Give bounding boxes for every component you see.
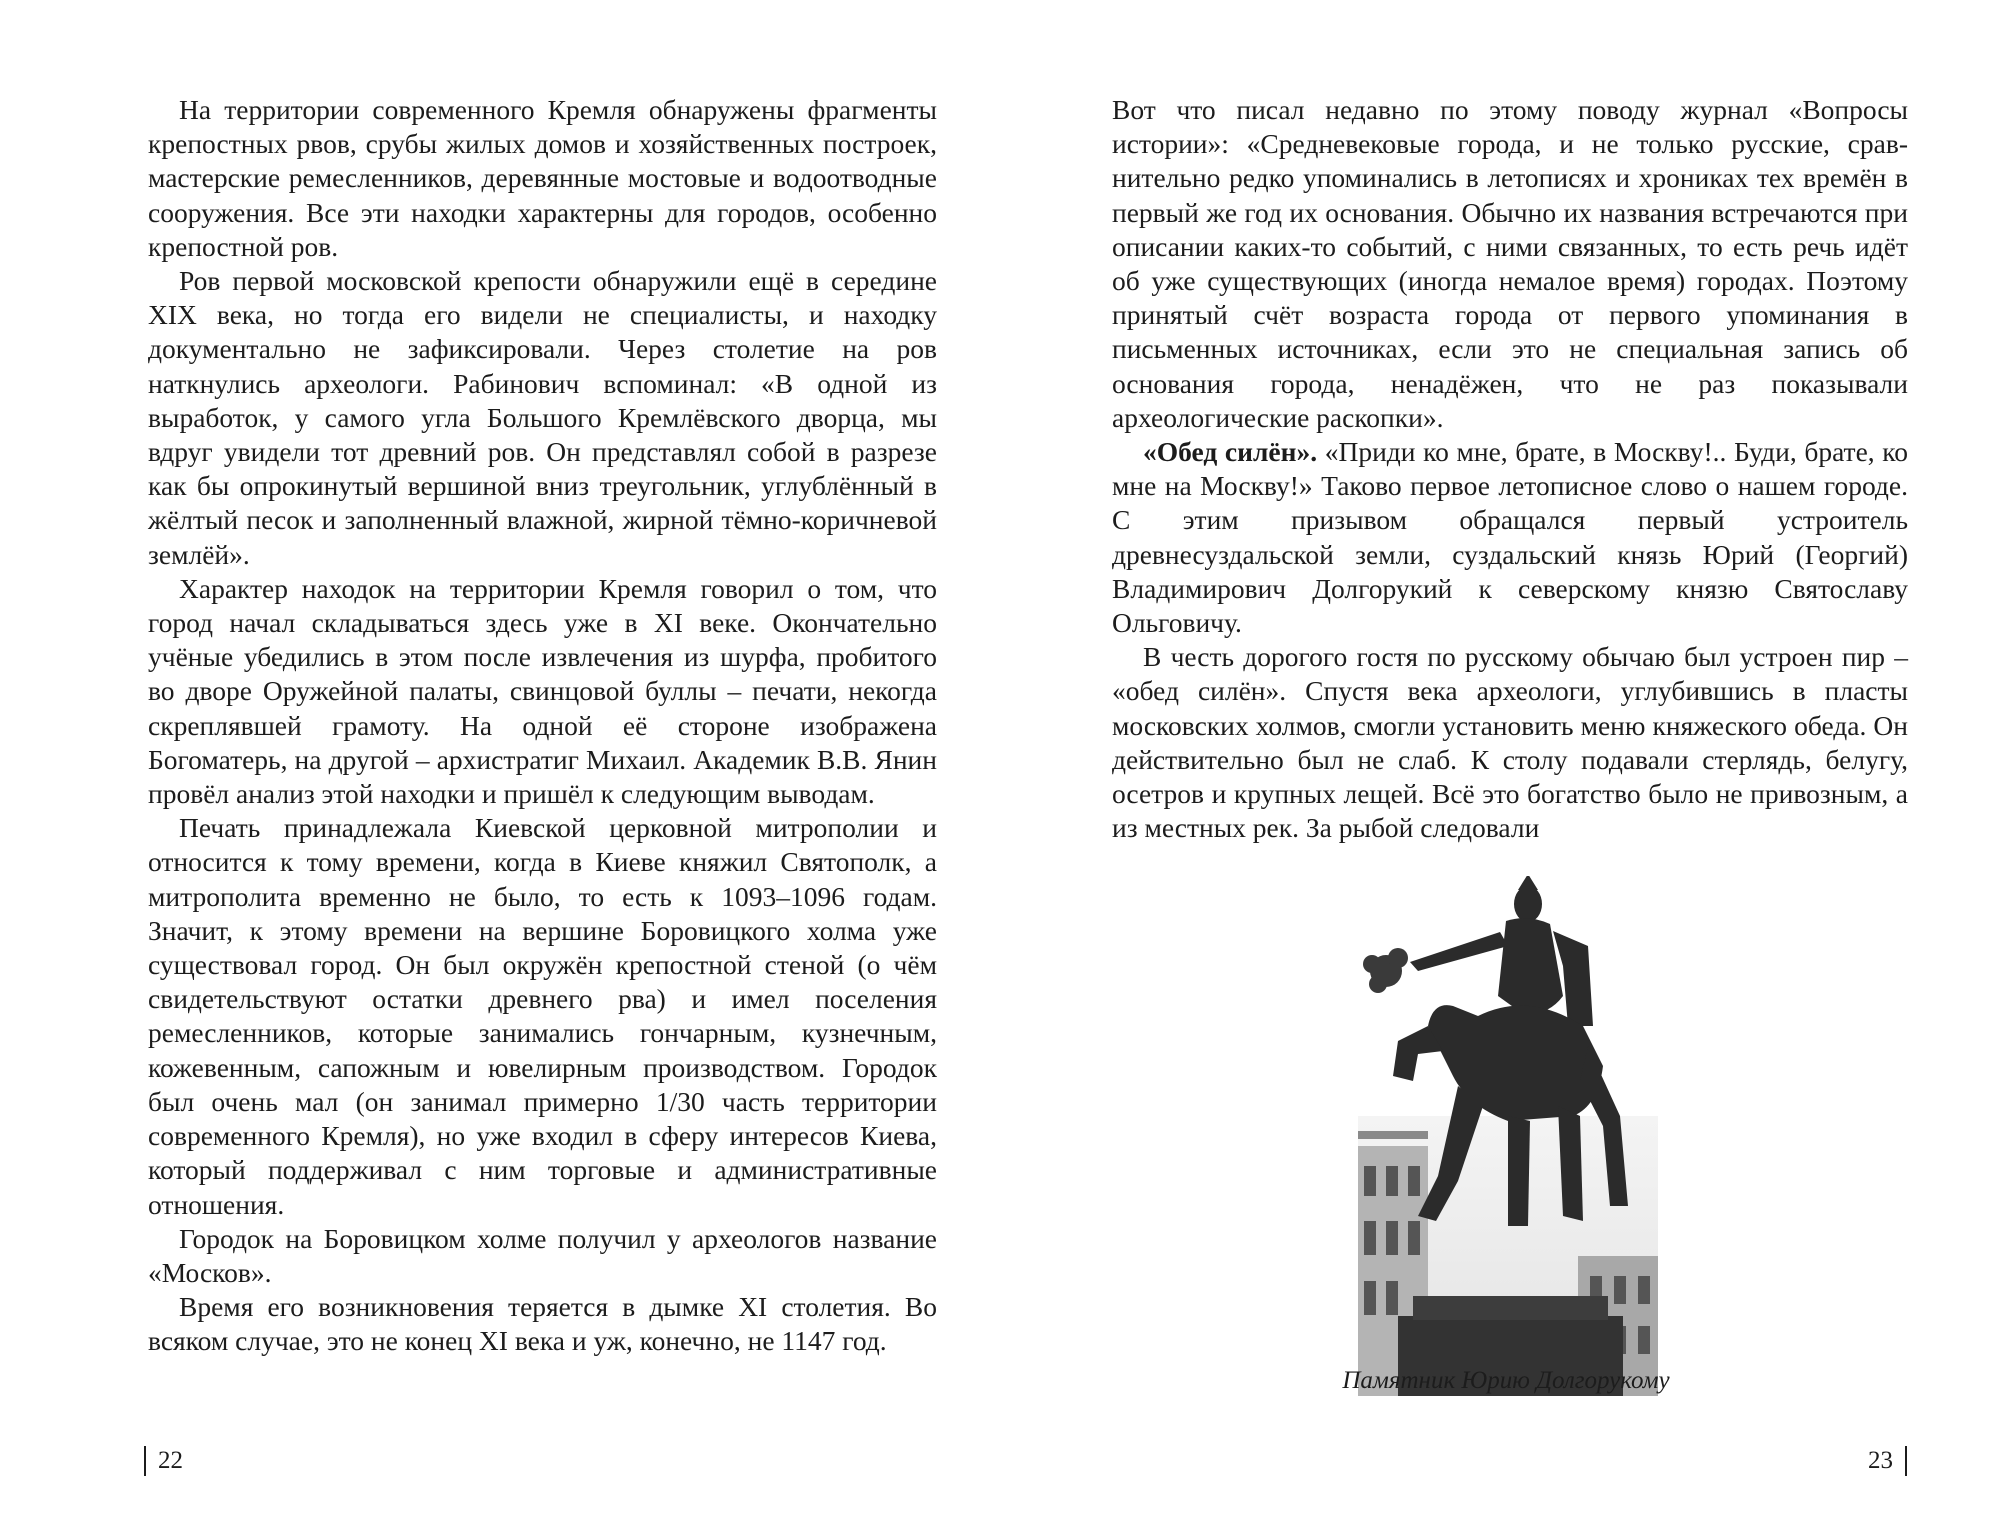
paragraph: Печать принадлежала Киевской церковной митрополии и относится к тому времени, когда в Киеве княжил Святополк, а митрополита временно не было, то есть к 1093–1096 годам. Значит, к этому времени на вершине Боровицкого холма уже существовал город. Он был окружён крепостной стеной (о чём свидетельствуют остатки древнего рва) и имел поселения ремесленников, которые занимались гончарным, кузнечным, кожевенным, сапожным и ювелирным производством. Городок был очень мал (он занимал примерно 1/30 часть территории современного Кремля), но уже входил в сферу интересов Киева, который поддерживал с ним торговые и административные отношения. — [148, 812, 937, 1220]
right-page — [1000, 0, 2000, 1523]
page-number: 22 — [144, 1446, 183, 1476]
paragraph-text: «Приди ко мне, брате, в Москву!.. Буди, брате, ко мне на Москву!» Таково первое летописное слово о нашем городе. С этим призывом обращался первый устроитель древнесуздальской земли, суздальский князь Юрий (Георгий) Владимирович Долгорукий к северскому князю Святославу Ольговичу. — [1112, 436, 1909, 639]
paragraph: На территории современного Кремля обнаружены фрагменты крепостных рвов, срубы жилых домов и хозяйственных построек, мастерские ремесленников, деревянные мостовые и водоотводные сооружения. Все эти находки характерны для городов, особенно крепостной ров. — [148, 94, 937, 262]
paragraph: Ров первой московской крепости обнаружили ещё в середине XIX века, но тогда его видели не специалисты, и находку документально не зафиксировали. Через столетие на ров наткнулись археологи. Рабинович вспоминал: «В одной из выработок, у самого угла Большого Кремлёвского дворца, мы вдруг увидели тот древний ров. Он представлял собой в разрезе как бы опрокинутый вершиной вниз треугольник, углублённый в жёлтый песок и заполненный влажной, жирной тёмно-коричневой землёй». — [148, 265, 937, 570]
section-heading: «Обед силён». — [1143, 436, 1318, 468]
monument-photo — [1358, 876, 1658, 1396]
paragraph: Вот что писал недавно по этому поводу журнал «Вопросы истории»: «Средневековые города, и не только русские, сравнительно редко упоминались в летописях и хрониках тех времён в первый же год их основания. Обычно их названия встречаются при описании каких-то событий, с ними связанных, то есть речь идёт об уже существующих (иногда немалое время) городах. Поэтому принятый счёт возраста города от первого упоминания в письменных источниках, если это не специальная запись об основания города, ненадёжен, что не раз показывали археологические раскопки». — [1112, 94, 1908, 433]
paragraph: Городок на Боровицком холме получил у археологов название «Москов». — [148, 1222, 937, 1288]
paragraph: В честь дорогого гостя по русскому обычаю был устроен пир – «обед силён». Спустя века археологи, углубившись в пласты московских холмов, смогли установить меню княжеского обеда. Он действительно был не слаб. К столу подавали стерлядь, белугу, осетров и крупных лещей. Всё это богатство было не привозным, а из местных рек. За рыбой следовали — [1112, 641, 1908, 844]
pedestal-top — [1413, 1296, 1608, 1320]
paragraph: Время его возникновения теряется в дымке XI столетия. Во всяком случае, это не конец XI века и уж, конечно, не 1147 год. — [148, 1291, 937, 1357]
wreath-shape — [1363, 948, 1408, 993]
right-text-column — [1112, 93, 1908, 845]
left-text-column — [148, 93, 937, 1359]
paragraph: Характер находок на территории Кремля говорил о том, что город начал складываться здесь уже в XI веке. Окончательно учёные убедились в этом после извлечения из шурфа, пробитого во дворе Оружейной палаты, свинцовой буллы – печати, некогда скреплявшей грамоту. На одной её стороне изображена Богоматерь, на другой – архистратиг Михаил. Академик В.В. Янин провёл анализ этой находки и пришёл к следующим выводам. — [148, 572, 937, 810]
figure-caption: Памятник Юрию Долгорукому — [1342, 1367, 1670, 1394]
page-number: 23 — [1868, 1446, 1907, 1476]
monument-photo-illustration — [1358, 876, 1658, 1396]
paragraph — [1112, 435, 1908, 640]
